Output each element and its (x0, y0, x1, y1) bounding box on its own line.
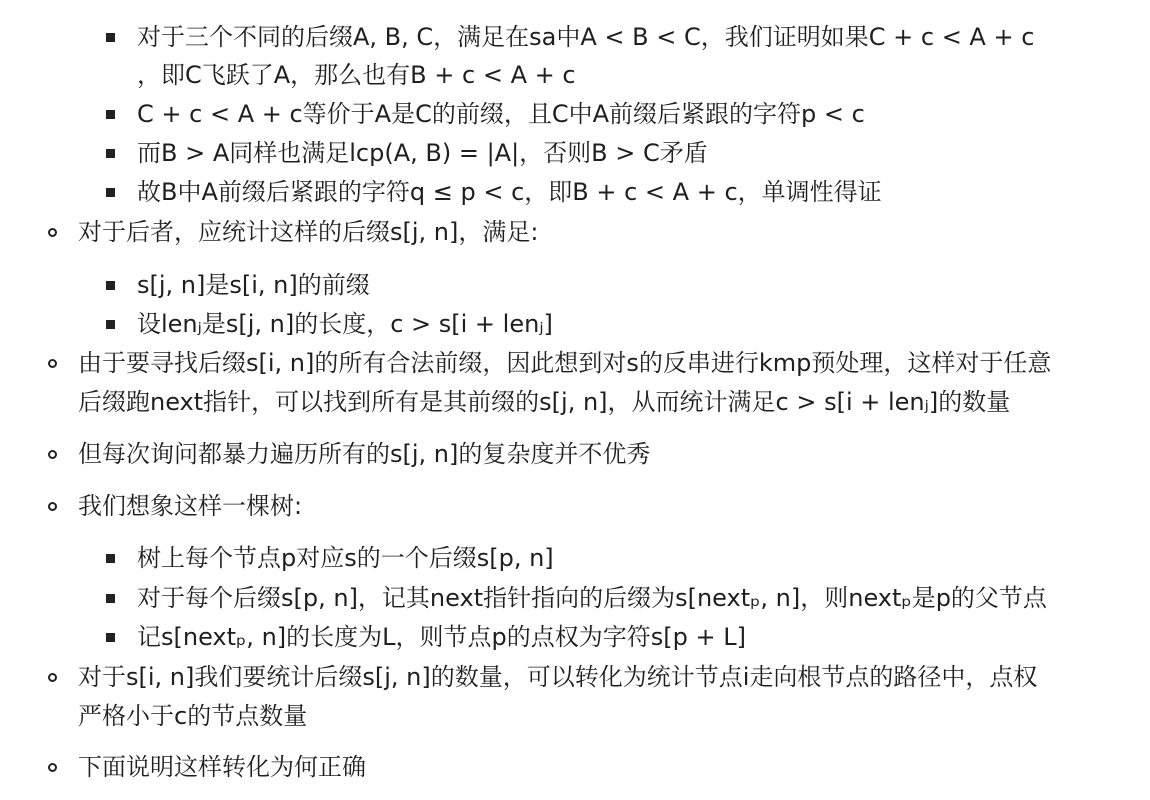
square-bullet-icon (106, 594, 115, 603)
circle-bullet-icon (48, 673, 57, 682)
list-item-text: C + c < A + c等价于A是C的前缀，且C中A前缀后紧跟的字符p < c (137, 100, 865, 128)
square-bullet-icon (106, 110, 115, 119)
list-item-text: s[j, n]是s[i, n]的前缀 (137, 271, 370, 299)
square-bullet-icon (106, 633, 115, 642)
list-item-text: 后缀跑next指针，可以找到所有是其前缀的s[j, n]，从而统计满足c > s[i + lenⱼ]的数量 (78, 388, 1011, 416)
list-item-text: 严格小于c的节点数量 (78, 702, 308, 730)
list-item-text: 故B中A前缀后紧跟的字符q ≤ p < c，即B + c < A + c，单调性得证 (137, 178, 882, 206)
square-bullet-icon (106, 33, 115, 42)
square-bullet-icon (106, 188, 115, 197)
list-item-text: 下面说明这样转化为何正确 (78, 753, 366, 781)
list-item-text: 设lenⱼ是s[j, n]的长度，c > s[i + lenⱼ] (137, 310, 553, 338)
circle-bullet-icon (48, 502, 57, 511)
square-bullet-icon (106, 281, 115, 290)
circle-bullet-icon (48, 763, 57, 772)
square-bullet-icon (106, 149, 115, 158)
circle-bullet-icon (48, 359, 57, 368)
list-item-text: 对于后者，应统计这样的后缀s[j, n]，满足: (78, 218, 539, 246)
circle-bullet-icon (48, 228, 57, 237)
square-bullet-icon (106, 554, 115, 563)
list-item-text: ，即C飞跃了A，那么也有B + c < A + c (137, 61, 576, 89)
list-item-text: 我们想象这样一棵树: (78, 492, 303, 520)
list-item-text: 由于要寻找后缀s[i, n]的所有合法前缀，因此想到对s的反串进行kmp预处理，这样对于任意 (78, 349, 1052, 377)
list-item-text: 但每次询问都暴力遍历所有的s[j, n]的复杂度并不优秀 (78, 440, 651, 468)
list-item-text: 对于三个不同的后缀A, B, C，满足在sa中A < B < C，我们证明如果C + c < A + c (137, 23, 1035, 51)
list-item-text: 记s[nextₚ, n]的长度为L，则节点p的点权为字符s[p + L] (137, 623, 746, 651)
list-item-text: 对于s[i, n]我们要统计后缀s[j, n]的数量，可以转化为统计节点i走向根节点的路径中，点权 (78, 663, 1038, 691)
list-item-text: 树上每个节点p对应s的一个后缀s[p, n] (137, 544, 554, 572)
circle-bullet-icon (48, 450, 57, 459)
list-item-text: 对于每个后缀s[p, n]，记其next指针指向的后缀为s[nextₚ, n]，则nextₚ是p的父节点 (137, 584, 1047, 612)
list-item-text: 而B > A同样也满足lcp(A, B) = |A|，否则B > C矛盾 (137, 139, 708, 167)
square-bullet-icon (106, 320, 115, 329)
